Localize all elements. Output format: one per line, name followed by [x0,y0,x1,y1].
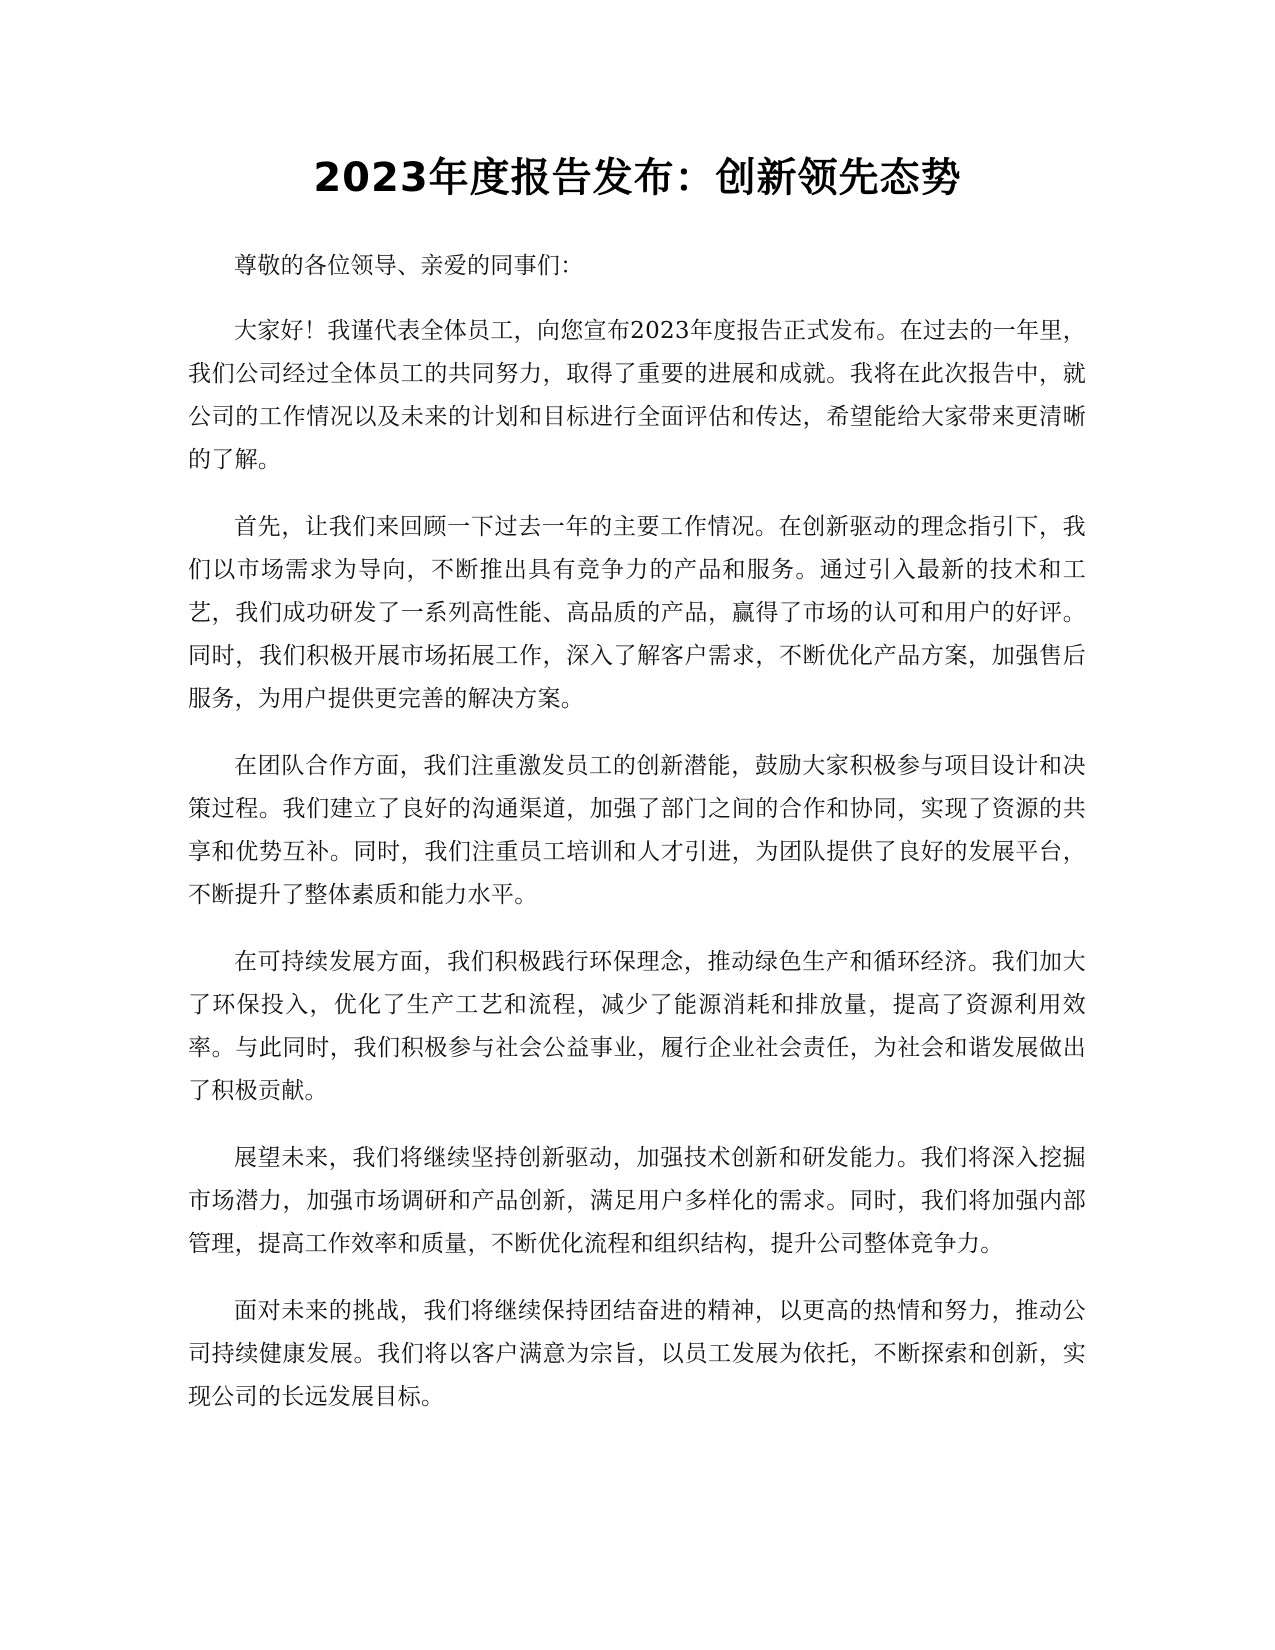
paragraph-6: 面对未来的挑战，我们将继续保持团结奋进的精神，以更高的热情和努力，推动公司持续健康发展。我们将以客户满意为宗旨，以员工发展为依托，不断探索和创新，实现公司的长远发展目标。 [188,1298,1086,1410]
salutation: 尊敬的各位领导、亲爱的同事们： [234,253,584,279]
document-body [188,245,1086,1443]
page-title: 2023年度报告发布：创新领先态势 [313,155,962,201]
paragraph-3: 在团队合作方面，我们注重激发员工的创新潜能，鼓励大家积极参与项目设计和决策过程。我们建立了良好的沟通渠道，加强了部门之间的合作和协同，实现了资源的共享和优势互补。同时，我们注重员工培训和人才引进，为团队提供了良好的发展平台，不断提升了整体素质和能力水平。 [188,753,1086,908]
paragraph-5: 展望未来，我们将继续坚持创新驱动，加强技术创新和研发能力。我们将深入挖掘市场潜力，加强市场调研和产品创新，满足用户多样化的需求。同时，我们将加强内部管理，提高工作效率和质量，不断优化流程和组织结构，提升公司整体竞争力。 [188,1145,1086,1257]
paragraph-4: 在可持续发展方面，我们积极践行环保理念，推动绿色生产和循环经济。我们加大了环保投入，优化了生产工艺和流程，减少了能源消耗和排放量，提高了资源利用效率。与此同时，我们积极参与社会公益事业，履行企业社会责任，为社会和谐发展做出了积极贡献。 [188,949,1086,1104]
paragraph-1: 大家好！我谨代表全体员工，向您宣布2023年度报告正式发布。在过去的一年里，我们公司经过全体员工的共同努力，取得了重要的进展和成就。我将在此次报告中，就公司的工作情况以及未来的计划和目标进行全面评估和传达，希望能给大家带来更清晰的了解。 [188,318,1086,473]
paragraph-2: 首先，让我们来回顾一下过去一年的主要工作情况。在创新驱动的理念指引下，我们以市场需求为导向，不断推出具有竞争力的产品和服务。通过引入最新的技术和工艺，我们成功研发了一系列高性能、高品质的产品，赢得了市场的认可和用户的好评。同时，我们积极开展市场拓展工作，深入了解客户需求，不断优化产品方案，加强售后服务，为用户提供更完善的解决方案。 [188,514,1086,712]
